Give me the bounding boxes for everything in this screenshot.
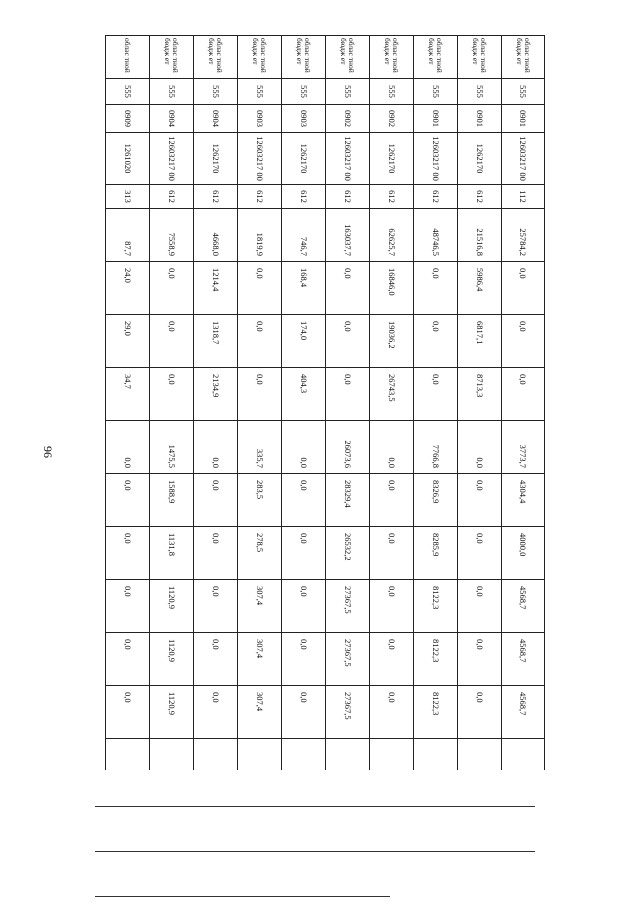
- value-cell: 1120,9: [150, 633, 193, 686]
- value-cell: 0,0: [194, 633, 237, 686]
- value-cell: 27367,5: [326, 580, 369, 633]
- value-cell: 0,0: [194, 421, 237, 474]
- expense-type-cell: 612: [414, 185, 457, 209]
- budget-source-cell: облас тной бюдж ет: [194, 35, 237, 79]
- value-cell: 0,0: [282, 633, 325, 686]
- budget-source-cell: облас тной бюдж ет: [502, 35, 544, 79]
- section-code-cell: 0909: [106, 105, 149, 133]
- value-cell: 48746,5: [414, 209, 457, 262]
- section-code-cell: 0904: [194, 105, 237, 133]
- value-cell: 0,0: [106, 421, 149, 474]
- value-cell: 4568,7: [502, 580, 544, 633]
- value-cell: 0,0: [150, 368, 193, 421]
- value-cell: 0,0: [194, 474, 237, 527]
- value-cell: 307,4: [238, 580, 281, 633]
- budget-source-cell: облас тной бюдж ет: [326, 35, 369, 79]
- admin-code-cell: 555: [370, 79, 413, 105]
- admin-code-cell: 555: [150, 79, 193, 105]
- value-cell: 8122,3: [414, 580, 457, 633]
- admin-code-cell: 555: [458, 79, 501, 105]
- table-row: [369, 35, 413, 770]
- value-cell: 28329,4: [326, 474, 369, 527]
- value-cell: 1588,9: [150, 474, 193, 527]
- value-cell: 0,0: [238, 368, 281, 421]
- value-cell: 1120,9: [150, 580, 193, 633]
- section-code-cell: 0904: [150, 105, 193, 133]
- table-row: [413, 35, 457, 770]
- value-cell: 0,0: [282, 474, 325, 527]
- expense-type-cell: 112: [502, 185, 544, 209]
- value-cell: 0,0: [106, 633, 149, 686]
- budget-source-cell: облас тной бюдж ет: [414, 35, 457, 79]
- admin-code-cell: 555: [326, 79, 369, 105]
- value-cell: 283,5: [238, 474, 281, 527]
- admin-code-cell: 555: [282, 79, 325, 105]
- value-cell: 24,0: [106, 262, 149, 315]
- signature-line-3: [95, 896, 390, 897]
- value-cell: 163037,7: [326, 209, 369, 262]
- section-code-cell: 0902: [326, 105, 369, 133]
- value-cell: 5986,4: [458, 262, 501, 315]
- value-cell: 1214,4: [194, 262, 237, 315]
- expense-type-cell: 612: [150, 185, 193, 209]
- value-cell: 0,0: [414, 368, 457, 421]
- value-cell: 19036,2: [370, 315, 413, 368]
- section-code-cell: 0901: [502, 105, 544, 133]
- table-row: [457, 35, 501, 770]
- value-cell: 3773,7: [502, 421, 544, 474]
- target-item-cell: 12603217 00: [414, 133, 457, 185]
- value-cell: 0,0: [370, 686, 413, 739]
- value-cell: 174,0: [282, 315, 325, 368]
- budget-source-cell: облас тной: [106, 35, 149, 79]
- value-cell: 0,0: [238, 262, 281, 315]
- admin-code-cell: 555: [238, 79, 281, 105]
- value-cell: 1819,9: [238, 209, 281, 262]
- value-cell: 27367,5: [326, 686, 369, 739]
- expense-type-cell: 612: [282, 185, 325, 209]
- value-cell: 0,0: [194, 527, 237, 580]
- expense-type-cell: 612: [194, 185, 237, 209]
- value-cell: 4668,0: [194, 209, 237, 262]
- section-code-cell: 0901: [458, 105, 501, 133]
- value-cell: 16846,0: [370, 262, 413, 315]
- table-row: [281, 35, 325, 770]
- value-cell: 8326,9: [414, 474, 457, 527]
- target-item-cell: 12603217 00: [150, 133, 193, 185]
- section-code-cell: 0903: [282, 105, 325, 133]
- value-cell: 4568,7: [502, 686, 544, 739]
- value-cell: 0,0: [458, 421, 501, 474]
- value-cell: 2134,9: [194, 368, 237, 421]
- value-cell: 335,7: [238, 421, 281, 474]
- value-cell: 8713,3: [458, 368, 501, 421]
- value-cell: 278,5: [238, 527, 281, 580]
- value-cell: 4568,7: [502, 633, 544, 686]
- value-cell: 62625,7: [370, 209, 413, 262]
- expense-type-cell: 313: [106, 185, 149, 209]
- value-cell: 8285,9: [414, 527, 457, 580]
- value-cell: 0,0: [502, 262, 544, 315]
- value-cell: 4304,4: [502, 474, 544, 527]
- value-cell: 0,0: [282, 421, 325, 474]
- target-item-cell: 1262170: [458, 133, 501, 185]
- value-cell: 1120,9: [150, 686, 193, 739]
- value-cell: 0,0: [326, 262, 369, 315]
- value-cell: 0,0: [458, 686, 501, 739]
- value-cell: 1475,5: [150, 421, 193, 474]
- table-row: [237, 35, 281, 770]
- target-item-cell: 1262170: [194, 133, 237, 185]
- value-cell: 7766,8: [414, 421, 457, 474]
- value-cell: 0,0: [370, 421, 413, 474]
- admin-code-cell: 555: [194, 79, 237, 105]
- expense-type-cell: 612: [370, 185, 413, 209]
- value-cell: 0,0: [458, 527, 501, 580]
- value-cell: 1318,7: [194, 315, 237, 368]
- value-cell: 746,7: [282, 209, 325, 262]
- expense-type-cell: 612: [326, 185, 369, 209]
- table-row: [501, 35, 545, 770]
- signature-line-1: [95, 806, 535, 807]
- value-cell: 34,7: [106, 368, 149, 421]
- value-cell: 0,0: [502, 315, 544, 368]
- section-code-cell: 0901: [414, 105, 457, 133]
- value-cell: 27367,5: [326, 633, 369, 686]
- value-cell: 0,0: [106, 527, 149, 580]
- value-cell: 0,0: [106, 580, 149, 633]
- expense-type-cell: 612: [458, 185, 501, 209]
- budget-source-cell: облас тной бюдж ет: [238, 35, 281, 79]
- value-cell: 29,0: [106, 315, 149, 368]
- value-cell: 4000,0: [502, 527, 544, 580]
- admin-code-cell: 555: [502, 79, 544, 105]
- value-cell: 0,0: [282, 580, 325, 633]
- value-cell: 0,0: [150, 315, 193, 368]
- value-cell: 1131,8: [150, 527, 193, 580]
- value-cell: 0,0: [458, 580, 501, 633]
- value-cell: 0,0: [370, 474, 413, 527]
- admin-code-cell: 555: [106, 79, 149, 105]
- value-cell: 307,4: [238, 633, 281, 686]
- page-number: 96: [41, 446, 55, 458]
- target-item-cell: 1262170: [282, 133, 325, 185]
- value-cell: 0,0: [238, 315, 281, 368]
- value-cell: 0,0: [326, 315, 369, 368]
- value-cell: 8122,3: [414, 633, 457, 686]
- value-cell: 404,3: [282, 368, 325, 421]
- value-cell: 307,4: [238, 686, 281, 739]
- value-cell: 0,0: [194, 686, 237, 739]
- value-cell: 0,0: [194, 580, 237, 633]
- value-cell: 0,0: [458, 474, 501, 527]
- value-cell: 26743,5: [370, 368, 413, 421]
- budget-source-cell: облас тной бюдж ет: [282, 35, 325, 79]
- signature-line-2: [95, 851, 535, 852]
- target-item-cell: 1261020: [106, 133, 149, 185]
- table-row: [325, 35, 369, 770]
- value-cell: 0,0: [370, 633, 413, 686]
- value-cell: 0,0: [150, 262, 193, 315]
- target-item-cell: 1262170: [370, 133, 413, 185]
- table-row: [193, 35, 237, 770]
- value-cell: 21516,8: [458, 209, 501, 262]
- value-cell: 26073,6: [326, 421, 369, 474]
- section-code-cell: 0902: [370, 105, 413, 133]
- value-cell: 0,0: [326, 368, 369, 421]
- value-cell: 0,0: [370, 527, 413, 580]
- expense-type-cell: 612: [238, 185, 281, 209]
- value-cell: 0,0: [370, 580, 413, 633]
- value-cell: 0,0: [414, 315, 457, 368]
- target-item-cell: 12603217 00: [502, 133, 544, 185]
- value-cell: 6817,1: [458, 315, 501, 368]
- value-cell: 0,0: [106, 474, 149, 527]
- budget-source-cell: облас тной бюдж ет: [458, 35, 501, 79]
- budget-table: [100, 35, 545, 770]
- target-item-cell: 12603217 00: [326, 133, 369, 185]
- table-row: [149, 35, 193, 770]
- value-cell: 26532,2: [326, 527, 369, 580]
- admin-code-cell: 555: [414, 79, 457, 105]
- value-cell: 0,0: [282, 686, 325, 739]
- value-cell: 0,0: [414, 262, 457, 315]
- section-code-cell: 0903: [238, 105, 281, 133]
- value-cell: 87,7: [106, 209, 149, 262]
- value-cell: 0,0: [282, 527, 325, 580]
- value-cell: 168,4: [282, 262, 325, 315]
- target-item-cell: 12603217 00: [238, 133, 281, 185]
- value-cell: 0,0: [502, 368, 544, 421]
- value-cell: 7558,9: [150, 209, 193, 262]
- table-row: [105, 35, 149, 770]
- value-cell: 25784,2: [502, 209, 544, 262]
- value-cell: 0,0: [458, 633, 501, 686]
- value-cell: 0,0: [106, 686, 149, 739]
- value-cell: 8122,3: [414, 686, 457, 739]
- budget-source-cell: облас тной бюдж ет: [150, 35, 193, 79]
- budget-source-cell: облас тной бюдж ет: [370, 35, 413, 79]
